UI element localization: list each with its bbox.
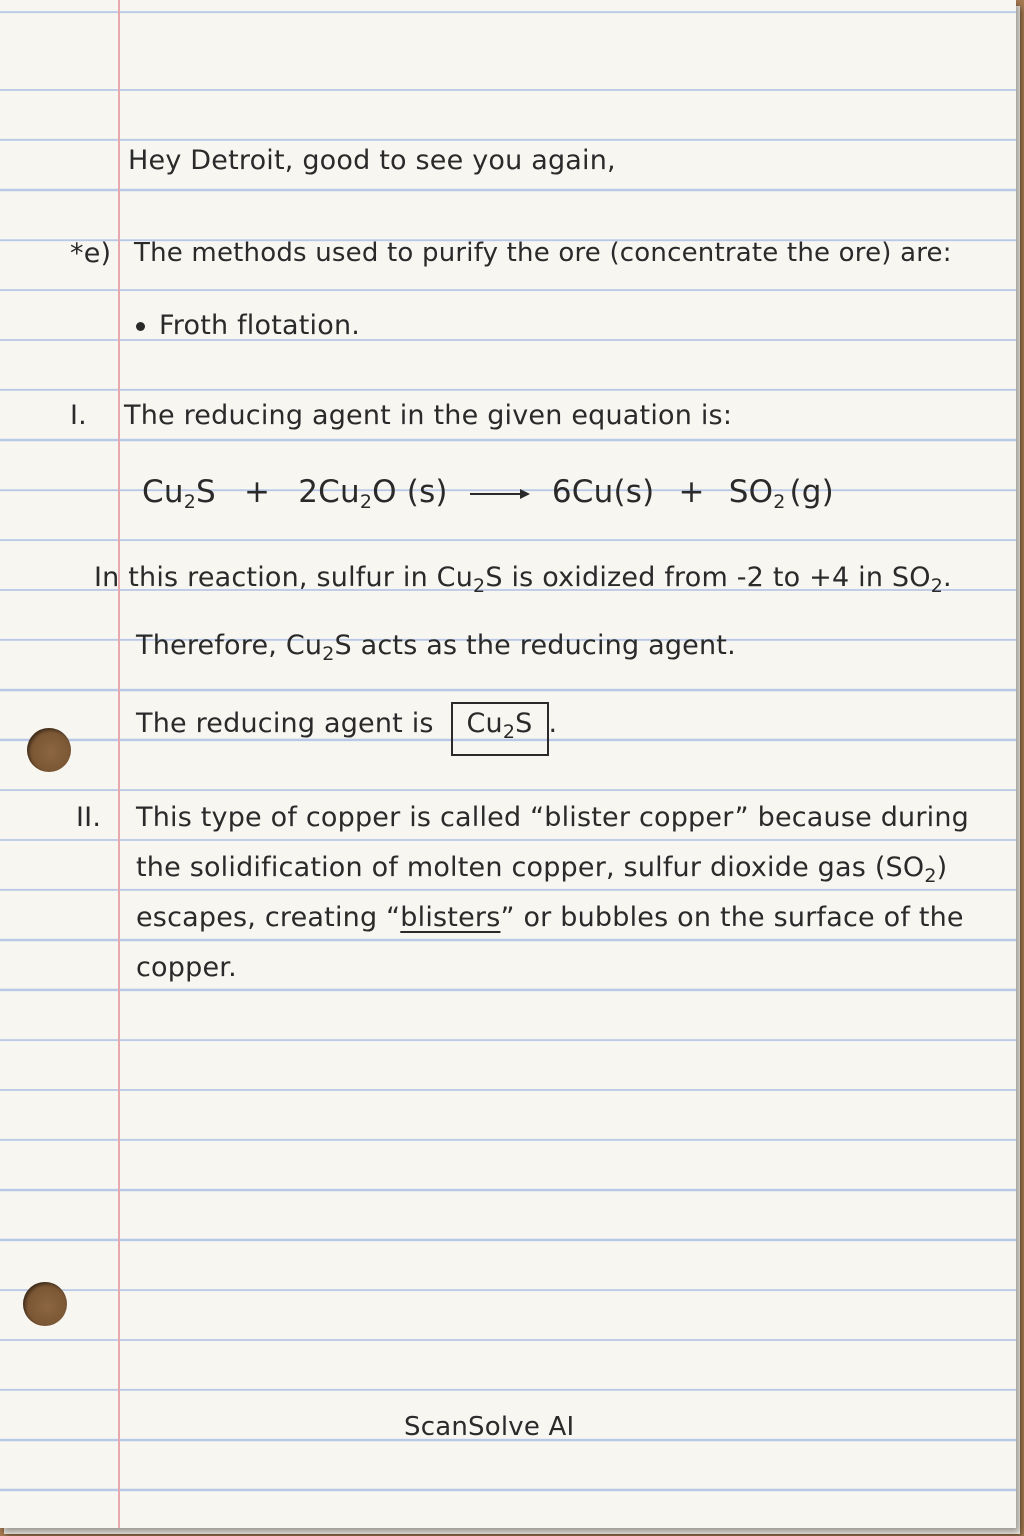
bullet-item bbox=[136, 310, 360, 341]
eq-product-2: SO bbox=[728, 474, 774, 510]
subscript: 2 bbox=[322, 643, 335, 665]
part-II-line-1: This type of copper is called “blister copper” because during bbox=[136, 802, 970, 833]
eq-plus: + bbox=[243, 474, 271, 510]
bullet-icon bbox=[136, 322, 145, 331]
text-span: Therefore, Cu bbox=[136, 630, 323, 661]
reaction-arrow-icon bbox=[470, 487, 530, 501]
bullet-text: Froth flotation. bbox=[159, 310, 361, 341]
text-span: ) bbox=[936, 852, 948, 883]
subscript: 2 bbox=[502, 721, 516, 743]
explanation-line-1 bbox=[94, 562, 952, 597]
part-II-line-2 bbox=[136, 852, 947, 887]
part-e-text: The methods used to purify the ore (concentrate the ore) are: bbox=[134, 238, 952, 268]
chemical-equation bbox=[142, 474, 834, 513]
punch-hole bbox=[27, 728, 71, 772]
text-span: S acts as the reducing agent. bbox=[334, 630, 736, 661]
part-II-line-3 bbox=[136, 902, 964, 933]
eq-reactant-2-tail: O (s) bbox=[372, 474, 448, 510]
text-span: S bbox=[515, 708, 533, 739]
greeting: Hey Detroit, good to see you again, bbox=[128, 145, 616, 176]
eq-reactant-2: 2Cu bbox=[298, 474, 360, 510]
answer-box bbox=[451, 702, 549, 756]
part-II-line-4: copper. bbox=[136, 952, 237, 983]
underlined-word: blisters bbox=[400, 902, 501, 933]
text-span: escapes, creating “ bbox=[136, 902, 401, 933]
text-span: . bbox=[548, 708, 558, 739]
eq-product-2-tail: (g) bbox=[789, 474, 834, 510]
eq-reactant-1: Cu bbox=[142, 474, 184, 510]
eq-plus: + bbox=[678, 474, 705, 510]
answer-line bbox=[136, 702, 557, 756]
eq-reactant-1-tail: S bbox=[196, 474, 216, 510]
text-span: Cu bbox=[466, 708, 503, 739]
text-span: S is oxidized from -2 to +4 in SO bbox=[485, 562, 931, 593]
part-e-marker: *e) bbox=[70, 238, 112, 269]
margin-line bbox=[118, 0, 120, 1528]
footer-brand: ScanSolve AI bbox=[404, 1412, 575, 1442]
subscript: 2 bbox=[473, 575, 486, 597]
eq-subscript: 2 bbox=[359, 491, 373, 513]
text-span: ” or bubbles on the surface of the bbox=[500, 902, 964, 933]
eq-subscript: 2 bbox=[183, 491, 196, 513]
text-span: the solidification of molten copper, sulfur dioxide gas (SO bbox=[136, 852, 925, 883]
eq-product-1: 6Cu(s) bbox=[551, 474, 655, 510]
subscript: 2 bbox=[930, 575, 944, 597]
part-I-marker: I. bbox=[70, 400, 87, 431]
part-I-text: The reducing agent in the given equation is: bbox=[124, 400, 733, 431]
text-span: The reducing agent is bbox=[136, 708, 434, 739]
eq-subscript: 2 bbox=[773, 491, 786, 513]
part-II-marker: II. bbox=[76, 802, 102, 833]
punch-hole bbox=[23, 1282, 67, 1326]
explanation-line-2 bbox=[136, 630, 736, 665]
subscript: 2 bbox=[924, 865, 937, 887]
text-span: In this reaction, sulfur in Cu bbox=[94, 562, 474, 593]
text-span: . bbox=[943, 562, 952, 593]
